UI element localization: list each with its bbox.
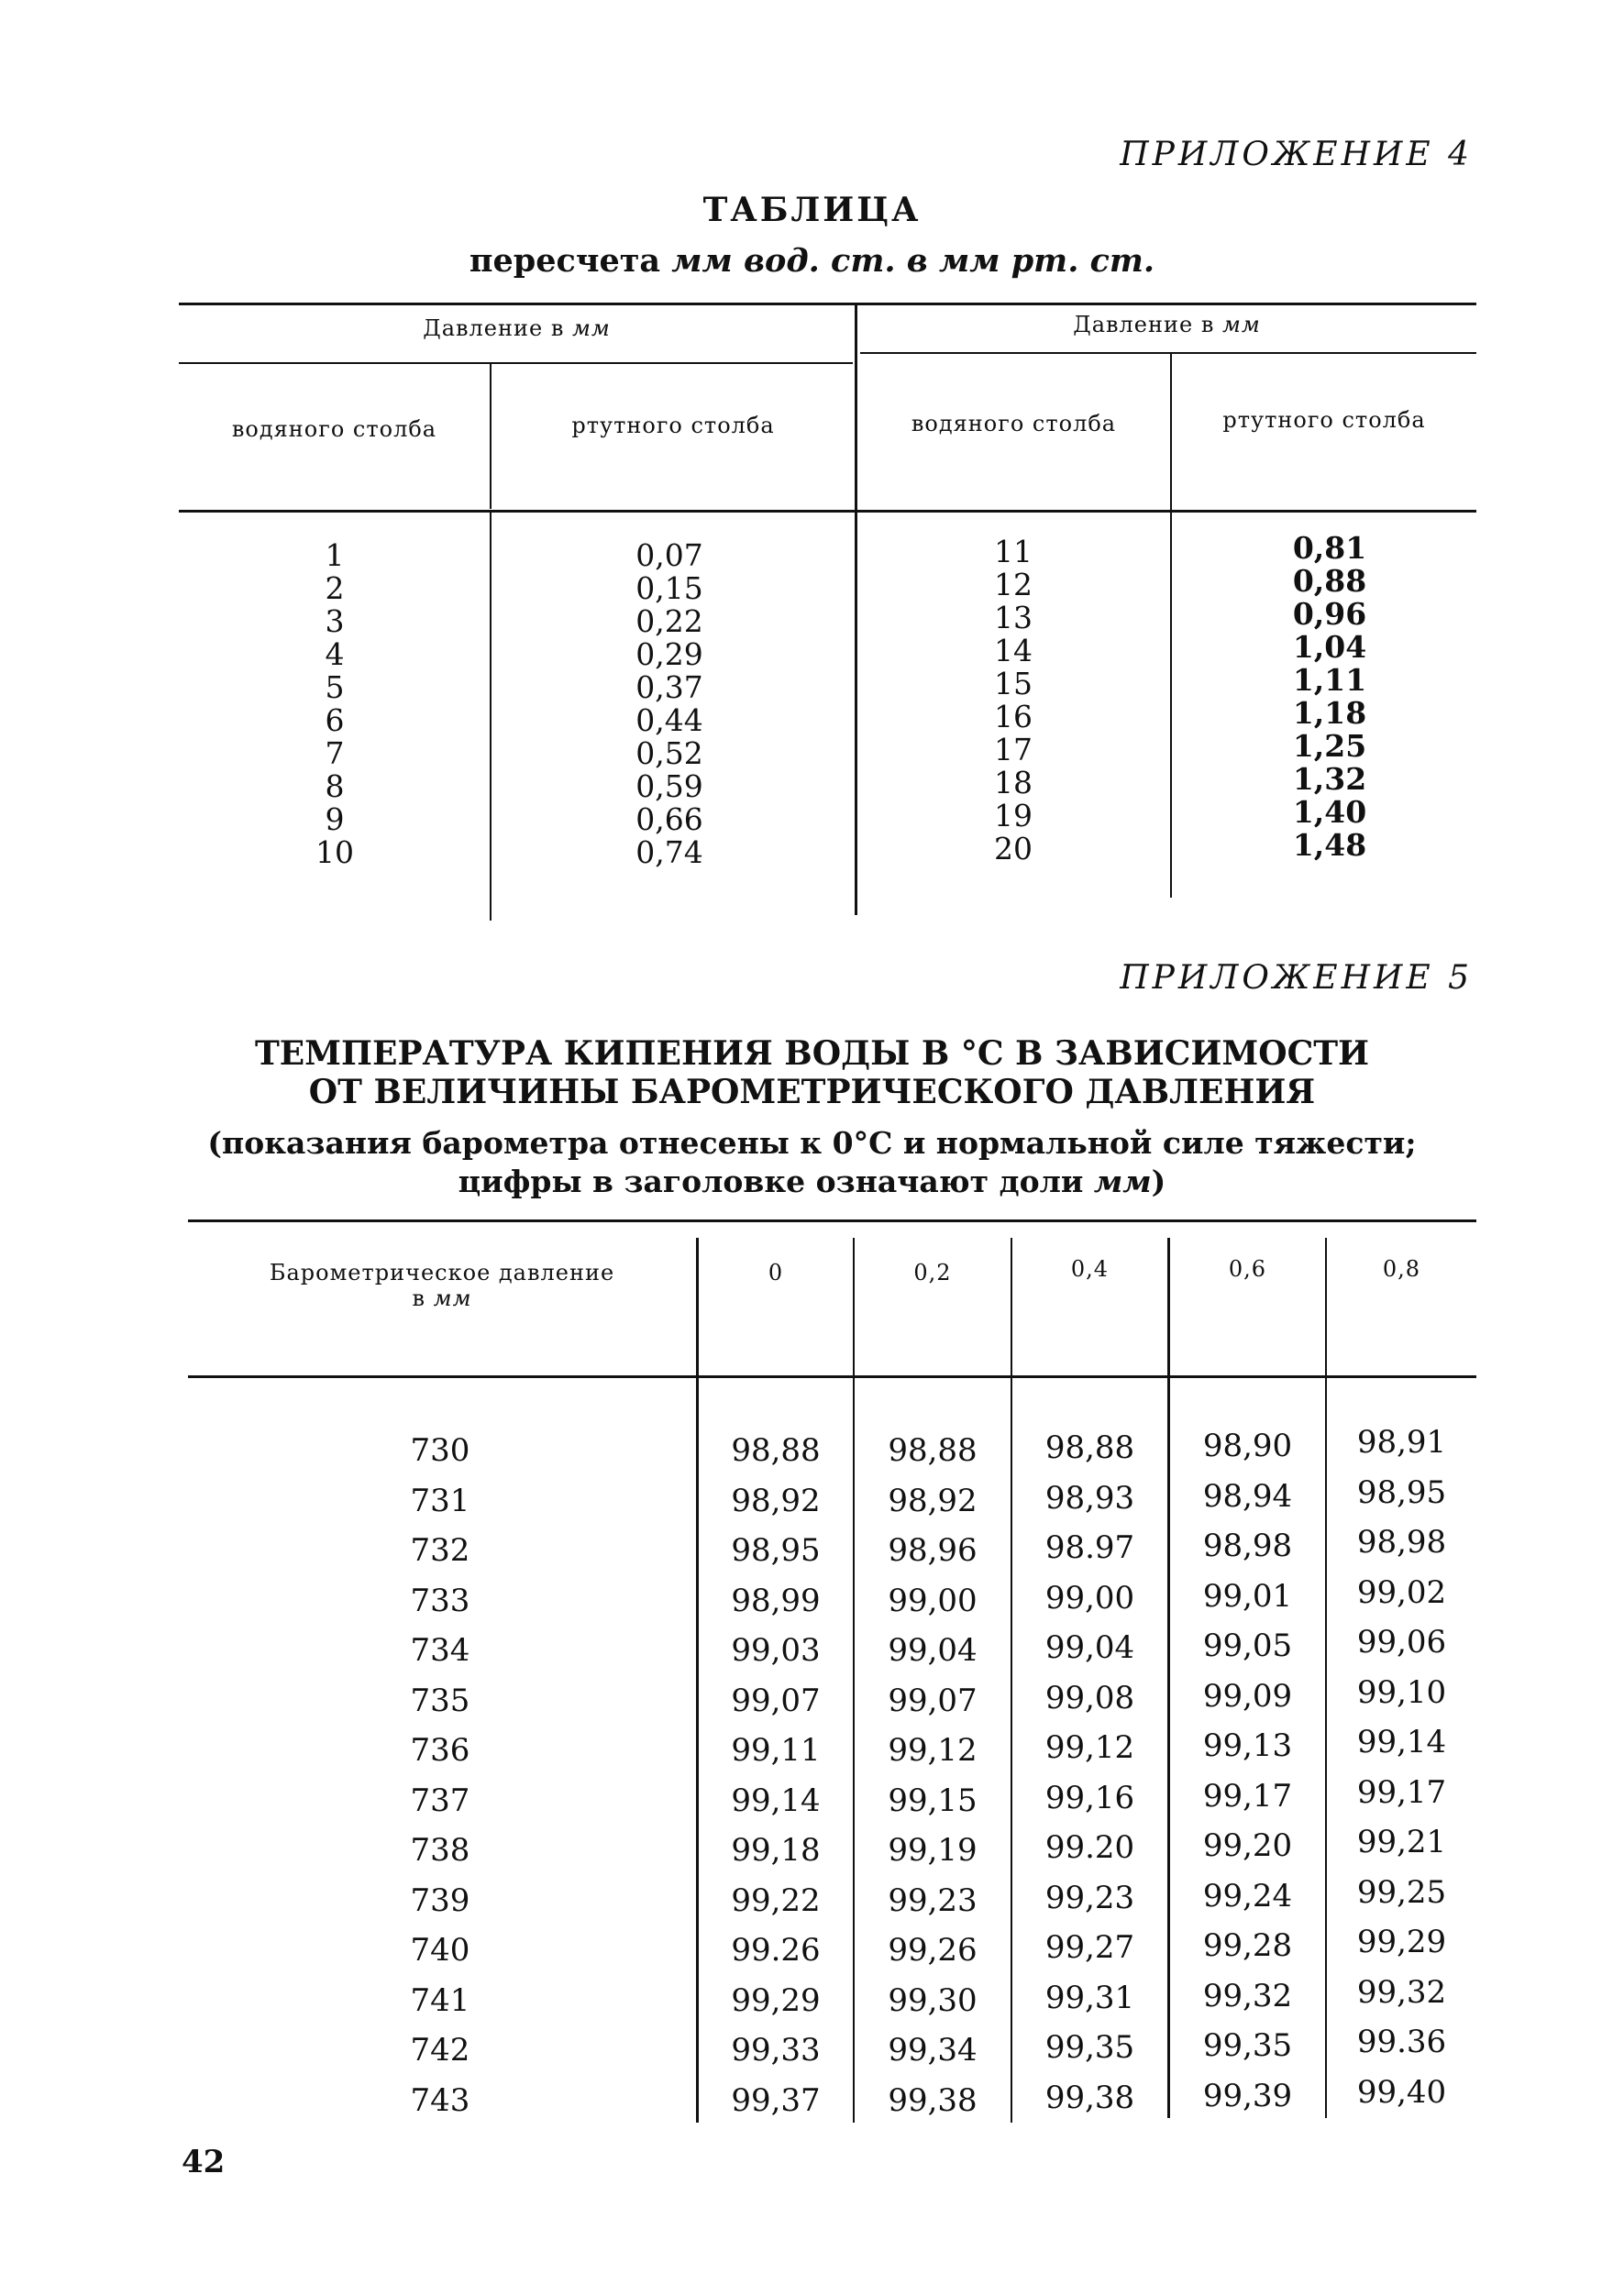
col-water-right [977,535,1050,866]
table-cell: 18 [994,765,1033,800]
table-cell: 733 [410,1582,470,1619]
table-cell: 99,17 [1356,1773,1447,1811]
table-cell: 17 [994,732,1033,767]
table-cell: 99,08 [1044,1679,1135,1716]
table-cell: 99.20 [1044,1829,1135,1866]
table-cell: 99,09 [1202,1677,1293,1715]
table-cell: 99,20 [1202,1827,1293,1864]
table-cell: 738 [410,1832,470,1869]
col-pressure [371,1426,509,2125]
table-cell: 99,25 [1356,1873,1447,1911]
table-cell: 0,29 [635,636,703,672]
table-cell: 99,03 [731,1632,821,1669]
table-cell: 99,40 [1356,2073,1447,2111]
table-cell: 99,38 [888,2081,978,2119]
table-cell: 99,34 [888,2032,978,2069]
table-cell: 20 [994,831,1033,866]
table-cell: 2 [325,570,345,606]
table-cell: 1,11 [1292,662,1367,698]
table-cell: 98,88 [888,1432,978,1469]
col-frac-0-2 [855,1426,1011,2125]
appendix-4-label: ПРИЛОЖЕНИЕ 4 [1120,136,1473,173]
table-cell: 98,92 [888,1482,978,1519]
table-cell: 99,32 [1202,1977,1293,2014]
boiling-point-table [188,1219,1476,2127]
row-header-pressure: Барометрическое давление в мм [269,1260,615,1311]
table-cell: 98,88 [1044,1429,1135,1466]
appendix-5-label: ПРИЛОЖЕНИЕ 5 [1120,959,1473,997]
col-header-0-2: 0,2 [913,1260,952,1285]
col-header-water-right: водяного столба [911,411,1117,436]
table-cell: 99,13 [1202,1727,1293,1764]
table-cell: 0,59 [635,768,703,804]
table-cell: 0,96 [1292,596,1367,632]
table-cell: 742 [410,2032,470,2069]
table-cell: 6 [325,702,345,738]
table-cell: 743 [410,2081,470,2119]
table-cell: 98,99 [731,1582,821,1619]
table-cell: 99,00 [888,1582,978,1619]
col-frac-0 [699,1426,853,2125]
col-mercury-left [610,539,729,869]
table-cell: 99,00 [1044,1579,1135,1616]
table-cell: 99,32 [1356,1973,1447,2011]
table-cell: 14 [994,633,1033,668]
table-cell: 0,81 [1292,530,1367,566]
table-cell: 99,26 [888,1932,978,1969]
table-cell: 99.36 [1356,2024,1447,2060]
table-cell: 99.26 [731,1932,821,1969]
col-header-water-left: водяного столба [231,416,437,442]
table-cell: 99,27 [1044,1929,1135,1966]
table-cell: 739 [410,1881,470,1919]
table-cell: 740 [410,1932,470,1969]
table-cell: 98,96 [888,1532,978,1569]
table-cell: 15 [994,666,1033,701]
table-cell: 731 [410,1482,470,1519]
table-cell: 99,04 [1044,1629,1135,1666]
table-cell: 99,23 [888,1881,978,1919]
table-cell: 732 [410,1532,470,1569]
table-cell: 99,22 [731,1881,821,1919]
col-frac-0-6 [1170,1421,1325,2121]
table-cell: 99,11 [731,1732,821,1769]
table-cell: 98,98 [1356,1524,1447,1561]
table-cell: 99,23 [1044,1879,1135,1916]
group-header-right: Давление в мм [1073,312,1261,337]
table-cell: 737 [410,1782,470,1819]
table-cell: 0,44 [635,702,703,738]
table-cell: 13 [994,600,1033,635]
table-cell: 9 [325,801,345,837]
table-cell: 0,88 [1292,563,1367,599]
table-cell: 98,98 [1202,1528,1293,1564]
col-header-mercury-left: ртутного столба [571,413,775,438]
table-cell: 0,07 [635,537,703,573]
table-cell: 99,15 [888,1782,978,1819]
table-cell: 10 [315,834,354,870]
table2-title: ТЕМПЕРАТУРА КИПЕНИЯ ВОДЫ В °С В ЗАВИСИМОСТИ ОТ ВЕЛИЧИНЫ БАРОМЕТРИЧЕСКОГО ДАВЛЕНИЯ [254,1034,1370,1111]
table2-note: (показания барометра отнесены к 0°С и нормальной силе тяжести; цифры в заголовке означают доли мм) [207,1125,1417,1199]
table-cell: 0,74 [635,834,703,870]
table-cell: 0,15 [635,570,703,606]
table-cell: 99,04 [888,1632,978,1669]
table-cell: 99,28 [1202,1927,1293,1964]
table-cell: 99,18 [731,1832,821,1869]
table-cell: 1,40 [1292,794,1367,830]
table-cell: 99,39 [1202,2077,1293,2114]
table-title: ТАБЛИЦА [702,191,922,229]
col-header-mercury-right: ртутного столба [1222,407,1426,433]
table-cell: 99,29 [731,1981,821,2019]
table-cell: 98,95 [1356,1473,1447,1511]
table-cell: 99,37 [731,2081,821,2119]
table-cell: 99,33 [731,2032,821,2069]
table-cell: 3 [325,603,345,639]
table-cell: 98,95 [731,1532,821,1569]
conversion-table [179,292,1476,924]
table-cell: 99,02 [1356,1573,1447,1611]
table-cell: 1,48 [1292,827,1367,863]
table-cell: 0,37 [635,669,703,705]
table-cell: 99,12 [888,1732,978,1769]
table-cell: 99,35 [1202,2027,1293,2064]
table-cell: 0,52 [635,735,703,771]
table-cell: 99,35 [1044,2029,1135,2066]
col-header-0-8: 0,8 [1382,1256,1421,1282]
table-cell: 0,22 [635,603,703,639]
table-cell: 736 [410,1732,470,1769]
table-cell: 12 [994,567,1033,602]
table-cell: 98,90 [1202,1428,1293,1464]
table-cell: 99,38 [1044,2079,1135,2116]
col-mercury-right [1270,532,1389,862]
table-cell: 1,18 [1292,695,1367,731]
table-cell: 99,19 [888,1832,978,1869]
table-cell: 98.97 [1044,1529,1135,1566]
table-cell: 99,07 [731,1682,821,1719]
table-cell: 98,93 [1044,1479,1135,1517]
table-cell: 99,17 [1202,1777,1293,1815]
col-frac-0-4 [1012,1423,1167,2123]
group-header-left: Давление в мм [423,315,611,341]
table-cell: 730 [410,1432,470,1469]
table-cell: 4 [325,636,345,672]
page-number: 42 [182,2144,226,2180]
table-cell: 99,05 [1202,1628,1293,1664]
table-cell: 99,01 [1202,1577,1293,1615]
table-cell: 99,31 [1044,1979,1135,2016]
table-cell: 5 [325,669,345,705]
table-cell: 1,25 [1292,728,1367,764]
table-cell: 99,29 [1356,1924,1447,1960]
table-cell: 99,06 [1356,1624,1447,1661]
table-cell: 99,16 [1044,1779,1135,1816]
table-cell: 99,14 [731,1782,821,1819]
table-cell: 99,07 [888,1682,978,1719]
table-cell: 0,66 [635,801,703,837]
table-cell: 1,04 [1292,629,1367,665]
table-cell: 8 [325,768,345,804]
table-cell: 734 [410,1632,470,1669]
table-cell: 11 [994,534,1033,569]
table-cell: 98,92 [731,1482,821,1519]
col-frac-0-8 [1327,1418,1476,2117]
col-header-0-4: 0,4 [1070,1256,1110,1282]
table-cell: 741 [410,1981,470,2019]
table-cell: 735 [410,1682,470,1719]
table-cell: 99,10 [1356,1673,1447,1711]
table-subtitle: пересчета мм вод. ст. в мм рт. ст. [469,242,1155,280]
col-water-left [298,539,371,869]
table-cell: 99,24 [1202,1877,1293,1914]
table-cell: 99,21 [1356,1824,1447,1860]
table-cell: 99,14 [1356,1724,1447,1760]
col-header-0-6: 0,6 [1228,1256,1267,1282]
table-cell: 7 [325,735,345,771]
table-cell: 98,88 [731,1432,821,1469]
table-cell: 98,94 [1202,1477,1293,1515]
col-header-0: 0 [768,1260,784,1285]
table-cell: 1 [325,537,345,573]
table-cell: 19 [994,798,1033,833]
table-cell: 98,91 [1356,1424,1447,1461]
table-cell: 99,30 [888,1981,978,2019]
table-cell: 16 [994,699,1033,734]
table-cell: 1,32 [1292,761,1367,797]
table-cell: 99,12 [1044,1729,1135,1766]
